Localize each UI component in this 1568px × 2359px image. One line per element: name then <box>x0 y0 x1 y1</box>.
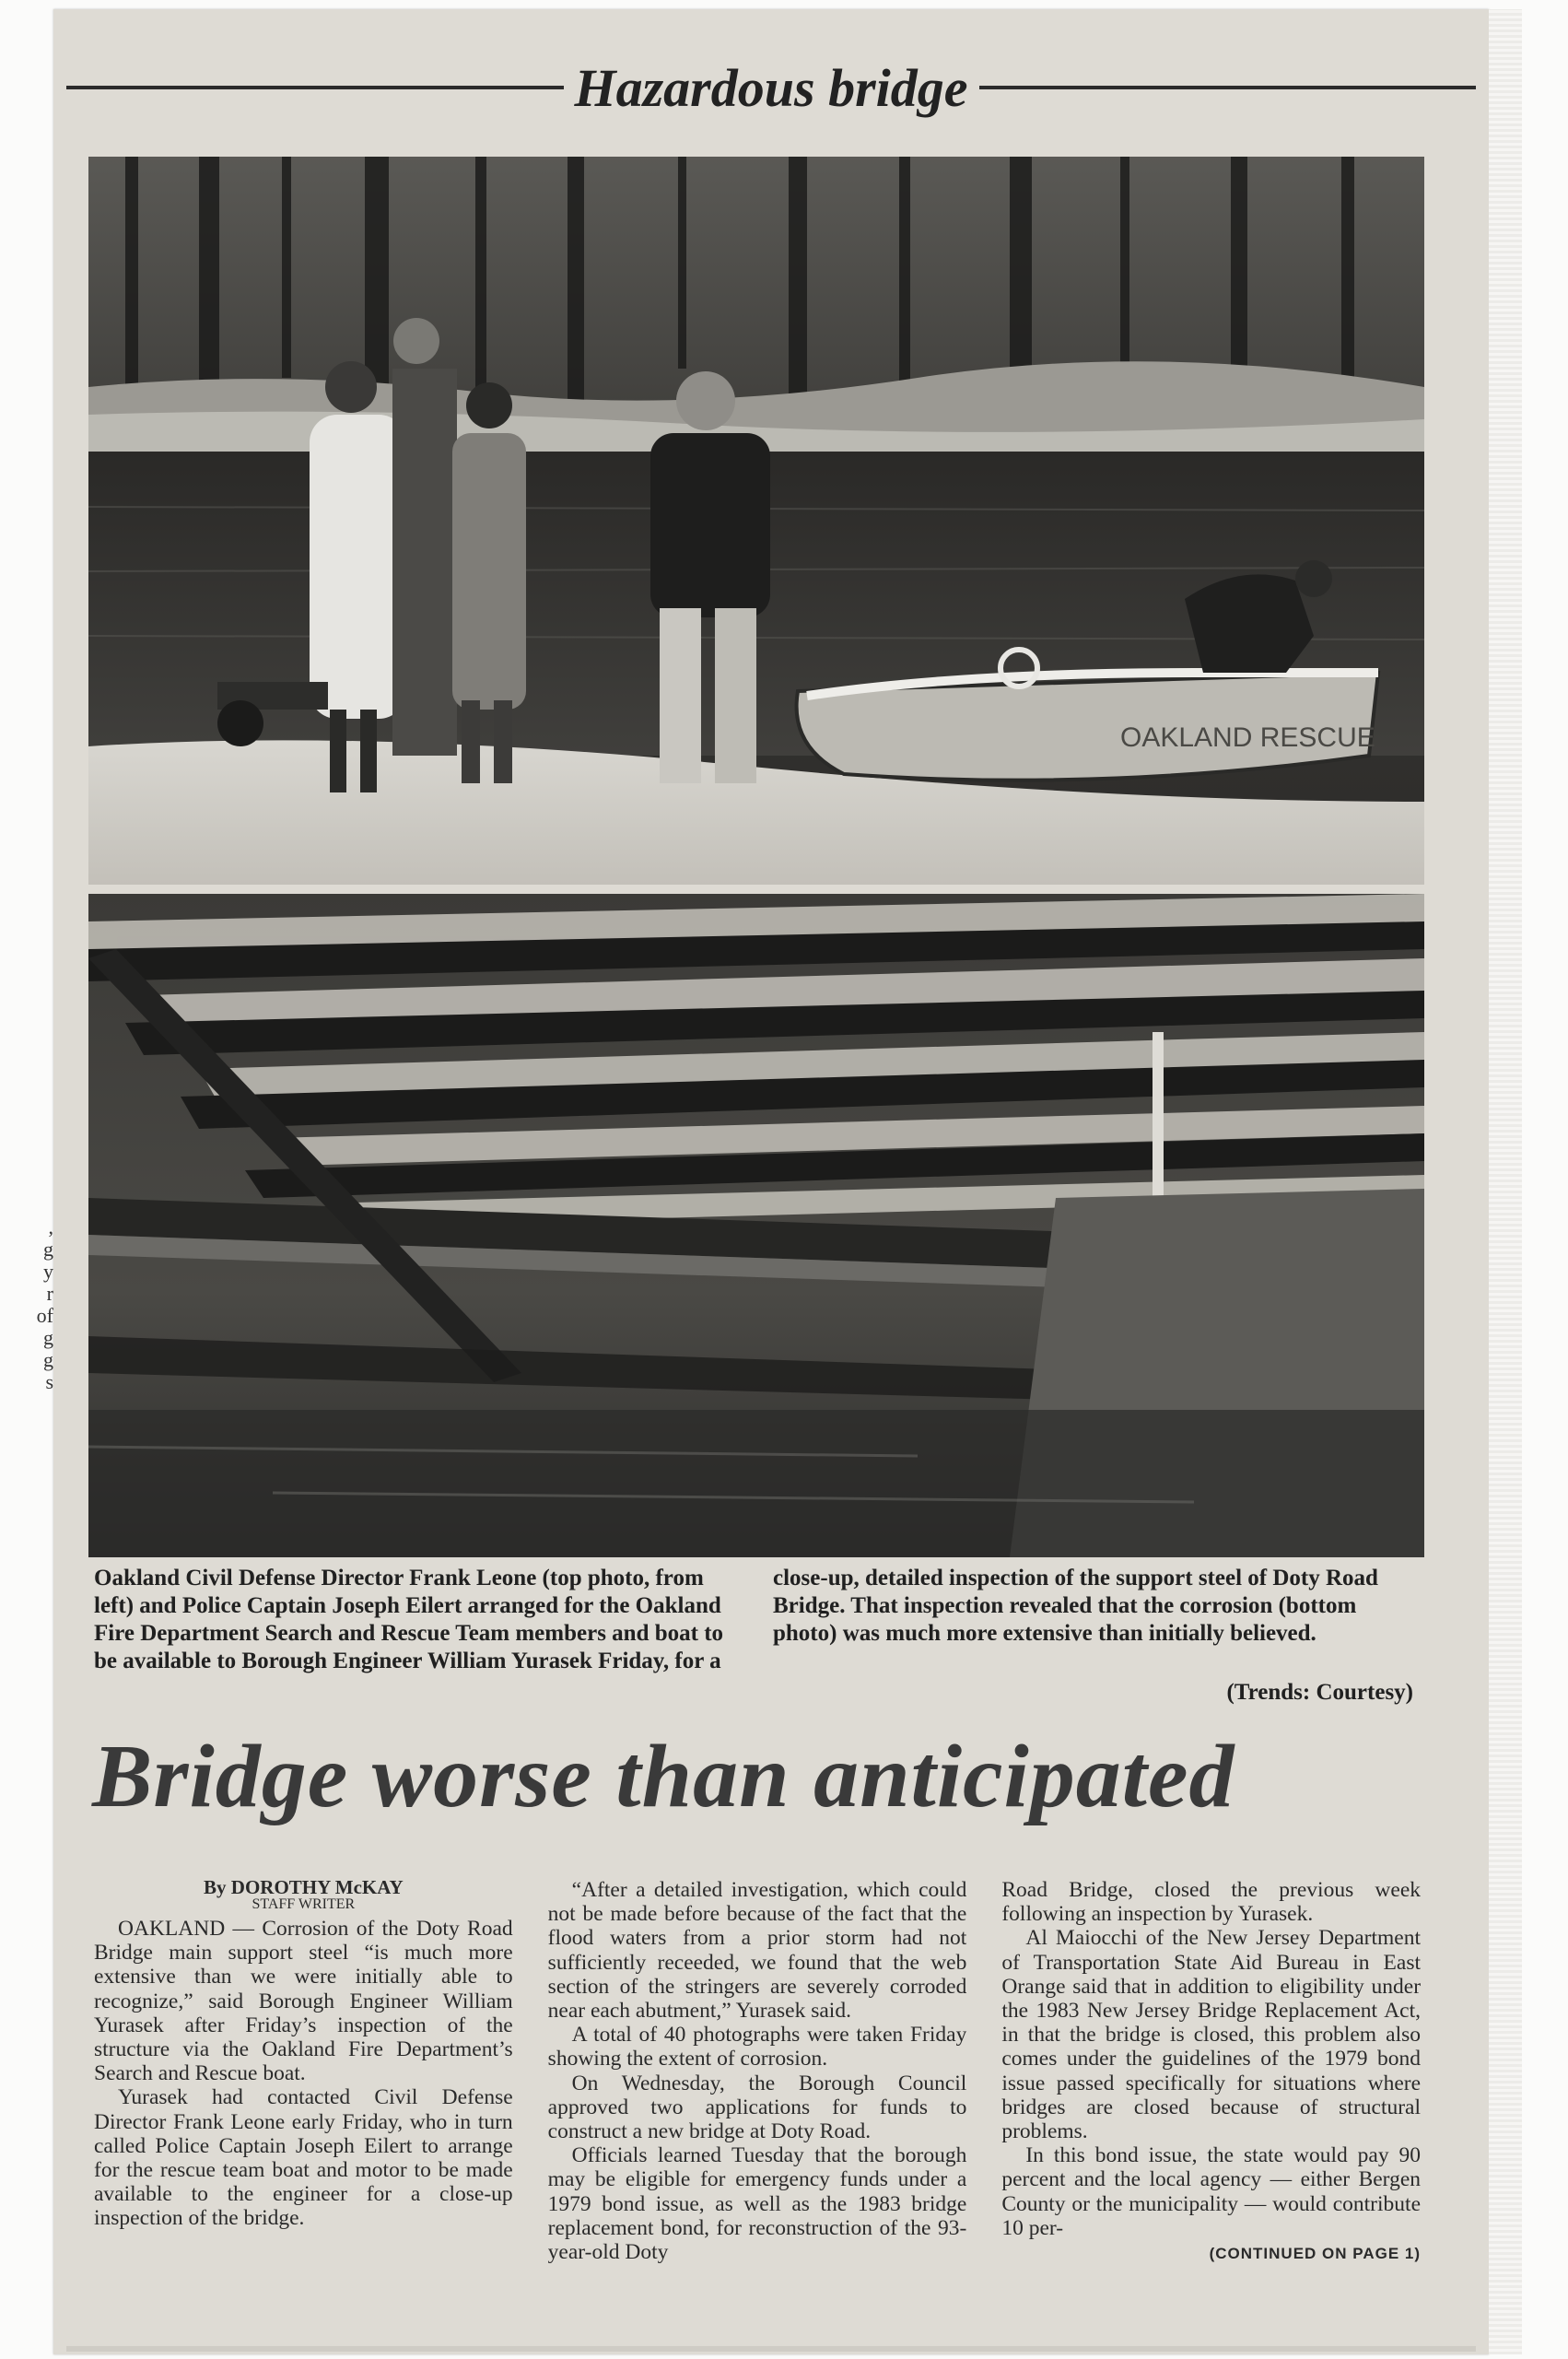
byline-role: STAFF WRITER <box>252 1896 356 1912</box>
article-body <box>94 1878 1421 2348</box>
paragraph: On Wednesday, the Borough Council approved two applications for funds to construct a new bridge at Doty Road. <box>547 2071 967 2144</box>
paragraph: Road Bridge, closed the previous week following an inspection by Yurasek. <box>1001 1878 1422 1927</box>
margin-letter: g <box>43 1326 53 1349</box>
photo-top-graphic <box>88 157 1424 885</box>
margin-letter: of <box>36 1304 53 1327</box>
margin-letter: g <box>43 1348 53 1371</box>
continued-notice: (CONTINUED ON PAGE 1) <box>1209 2245 1422 2263</box>
photo-caption <box>94 1565 1421 1675</box>
kicker-rule-left <box>66 86 564 89</box>
paragraph: Officials learned Tuesday that the borough may be eligible for emergency funds under a 1979 bond issue, as well as the 1983 bridge replacement bond, for reconstruction of the 93-year-old Doty <box>547 2143 967 2265</box>
margin-letter: y <box>43 1260 53 1283</box>
photo-bottom-graphic <box>88 894 1424 1557</box>
article-col-1 <box>94 1878 513 2348</box>
photo-bottom-corrosion <box>88 894 1424 1557</box>
margin-letter: , <box>48 1215 53 1238</box>
caption-col-2: close-up, detailed inspection of the support steel of Doty Road Bridge. That inspection revealed that the corrosion (bottom photo) was much more extensive than initially believed. <box>773 1566 1378 1646</box>
kicker-title: Hazardous bridge <box>574 57 968 118</box>
kicker-rule-right <box>979 86 1477 89</box>
byline: By DOROTHY McKAY <box>204 1878 404 1898</box>
headline: Bridge worse than anticipated <box>92 1727 1235 1826</box>
photo-top-inspection-team <box>88 157 1424 885</box>
paragraph: Yurasek had contacted Civil Defense Director Frank Leone early Friday, who in turn called Police Captain Joseph Eilert to arrange for the rescue team boat and motor to be made available to the engineer for a close-up inspection of the bridge. <box>94 2085 513 2231</box>
kicker-row <box>66 46 1476 129</box>
photo-credit: (Trends: Courtesy) <box>1226 1680 1413 1705</box>
paragraph: In this bond issue, the state would pay 90 percent and the local agency — either Bergen County or the municipality — would contribute 10 per- <box>1001 2143 1422 2240</box>
margin-letter: s <box>45 1370 53 1393</box>
article-col-2 <box>548 1878 967 2348</box>
margin-letter: g <box>43 1238 53 1261</box>
paragraph: Al Maiocchi of the New Jersey Department of Transportation State Aid Bureau in East Orange said that in addition to eligibility under the 1983 New Jersey Bridge Replacement Act, in that the bridge is closed, this problem also comes under the guidelines of the 1979 bond issue passed specifically for situations where bridges are closed because of structural problems. <box>1001 1926 1422 2144</box>
paragraph: “After a detailed investigation, which could not be made before because of the fact that the flood waters from a prior storm had not sufficiently receeded, we found that the web section of the stringers are severely corroded near each abutment,” Yurasek said. <box>547 1878 967 2024</box>
paragraph: A total of 40 photographs were taken Friday showing the extent of corrosion. <box>547 2023 967 2071</box>
article-col-3 <box>1001 1878 1421 2348</box>
caption-col-1: Oakland Civil Defense Director Frank Leone (top photo, from left) and Police Captain Joseph Eilert arranged for the Oakland Fire Department Search and Rescue Team members and boat to be available to Borough Engineer William Yurasek Friday, for a <box>94 1566 724 1673</box>
margin-fragment-letters <box>35 1216 53 1393</box>
margin-letter: r <box>46 1282 53 1305</box>
boat-hull-lettering: OAKLAND RESCUE <box>1120 722 1375 753</box>
paragraph: OAKLAND — Corrosion of the Doty Road Bridge main support steel “is much more extensive than we were initially able to recognize,” said Borough Engineer William Yurasek after Friday’s inspection of the structure via the Oakland Fire Department’s Search and Rescue boat. <box>94 1917 513 2086</box>
bottom-edge <box>66 2346 1476 2352</box>
newspaper-clipping <box>36 9 1489 2354</box>
